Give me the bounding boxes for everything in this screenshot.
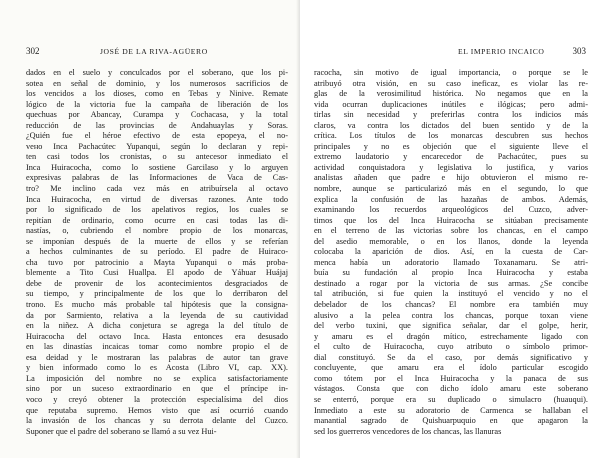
text-line: Inca Huiracocha, en virtud de diversas razones. Ante todo bbox=[26, 194, 288, 204]
left-page-number: 302 bbox=[26, 46, 40, 56]
text-line: La imposición del nombre no se explica satisfactoriamente bbox=[26, 373, 288, 383]
text-line: en el terreno de las victorias sobre los chancas, en el campo bbox=[314, 226, 588, 236]
text-line: sotea en señal de dominio, y los numerosos sacrificios de bbox=[26, 78, 288, 88]
text-line: Suponer que el padre del soberano se llamó a su vez Hui- bbox=[26, 426, 217, 436]
text-line: concluyente, que amaru era el ídolo particular escogido bbox=[314, 363, 588, 373]
text-line: y amaru es el dragón mítico, estrechamente ligado con bbox=[314, 331, 588, 341]
text-line: por lo significado de los apelativos regios, los cuales se bbox=[26, 205, 288, 215]
text-line: glas de la verosimilitud histórica. No negamos que en la bbox=[314, 89, 588, 99]
text-line: sino por un suceso extraordinario en que el príncipe in- bbox=[26, 384, 288, 394]
text-line: cha tuvo por patrocinio a Mayta Yupanqui o más proba- bbox=[26, 257, 288, 267]
right-page bbox=[300, 0, 600, 458]
text-line: timos que los del Inca Huiracocha se sitúaban precisamente bbox=[314, 215, 588, 225]
text-line: en las dinastías incaicas tomar como nombre propio el de bbox=[26, 342, 288, 352]
text-line: vено Inca Pachacútec Yupanqui, según lo declaran y repi- bbox=[26, 141, 288, 151]
text-line: nombre, aunque se particularizó más en el segundo, lo que bbox=[314, 184, 588, 194]
text-line: crítica. Los títulos de los monarcas descubren sus hechos bbox=[314, 131, 588, 141]
text-line: da por Sarmiento, relativa a la leyenda de su cautividad bbox=[26, 310, 288, 320]
left-running-head: JOSÉ DE LA RIVA-AGÜERO bbox=[100, 47, 208, 56]
text-line: racocha, sin motivo de igual importancia, o porque se le bbox=[314, 68, 588, 77]
text-line: nastías, o, cubriendo el nombre propio de los monarcas, bbox=[26, 226, 288, 236]
text-line: extremo laudatorio y encarecedor de Pachacútec, pues su bbox=[314, 152, 588, 162]
text-line: ¿Quién fue el héroe efectivo de esta epopeya, el no- bbox=[26, 131, 288, 141]
text-line: analistas añaden que padre e hijo obtuvieron el mismo re- bbox=[314, 173, 588, 183]
text-line: como tótem por el Inca Huiracocha y la panaca de sus bbox=[314, 373, 588, 383]
text-line: ten casi todos los cronistas, o su antecesor inmediato el bbox=[26, 152, 288, 162]
text-line: su tiempo, y principalmente de los que lo derribaron del bbox=[26, 289, 288, 299]
text-line: voco y creyó obtener la protección especialísima del dios bbox=[26, 394, 288, 404]
text-line: que reputaba supremo. Hemos visto que así ocurrió cuando bbox=[26, 405, 288, 415]
right-page-number: 303 bbox=[572, 46, 586, 56]
text-line: dados en el suelo y conculcados por el soberano, que los pi- bbox=[26, 68, 288, 77]
text-line: explica la confusión de las hazañas de ambos. Además, bbox=[314, 194, 588, 204]
text-line: tro? Me inclino cada vez más en atribuírsela al octavo bbox=[26, 184, 288, 194]
text-line: vida ocurran duplicaciones inútiles e ilógicas; pero admi- bbox=[314, 99, 588, 109]
text-line: menca había un adoratorio llamado Toxanamaru. Se atri- bbox=[314, 257, 588, 267]
text-line: examinando los recuerdos arqueológicos del Cuzco, adver- bbox=[314, 205, 588, 215]
text-line: los vencidos a los dioses, como en Tebas y Ninive. Remate bbox=[26, 89, 288, 99]
text-line: alusivo a la pelea contra los chancas, porque toxan viene bbox=[314, 310, 588, 320]
text-line: sed los guerreros vencedores de los chancas, las llanuras bbox=[314, 426, 502, 436]
text-line: vástagos. Consta que con dicho ídolo amaru este soberano bbox=[314, 384, 588, 394]
text-line: a hechos culminantes de su período. El padre de Huiraco- bbox=[26, 247, 288, 257]
text-line: atribuyó otra visión, en su caso ineficaz, es violar las re- bbox=[314, 78, 588, 88]
text-line: en la niñez. A dicha conjetura se agrega la del título de bbox=[26, 321, 288, 331]
text-line: claros, va contra los dictados del buen sentido y de la bbox=[314, 120, 588, 130]
text-line: debe de provenir de los acontecimientos desgraciados de bbox=[26, 278, 288, 288]
text-line: tirlas sin necesidad y preferirlas contra los indicios más bbox=[314, 110, 588, 120]
text-line: blemente a Tito Cusi Huallpa. El apodo de Yáhuar Huájaj bbox=[26, 268, 288, 278]
text-line: quechuas por Abancay, Curampa y Cochacasa, y la total bbox=[26, 110, 288, 120]
text-line: Huiracocha del octavo Inca. Hasta entonces era desusado bbox=[26, 331, 288, 341]
text-line: reducción de las provincias de Andahuaylas y Soras. bbox=[26, 120, 288, 130]
text-line: Inmediato a este su adoratorio de Carmenca se hallaban el bbox=[314, 405, 588, 415]
text-line: trono. Es mucho más probable tal hipótesis que la consigna- bbox=[26, 300, 288, 310]
text-line: y bien informado como lo es Acosta (Libro VI, cap. XX). bbox=[26, 363, 288, 373]
text-line: principales y no es objeción que el siguiente lleve el bbox=[314, 141, 588, 151]
text-line: repitían de ordinario, como ocurre en casi todas las di- bbox=[26, 215, 288, 225]
text-line: del asedio memorable, o en los llanos, donde la leyenda bbox=[314, 236, 588, 246]
text-line: colocaba la aparición de dios. Así, en la cuesta de Car- bbox=[314, 247, 588, 257]
text-line: destinado a rogar por la victoria de sus armas. ¿Se concibe bbox=[314, 278, 588, 288]
text-line: manantial sagrado de Quishuarpuquio en que apagaron la bbox=[314, 416, 588, 426]
left-page-text bbox=[26, 68, 288, 437]
right-page-text bbox=[314, 68, 588, 437]
text-line: el culto de Huiracocha, cuyo atributo o símbolo primor- bbox=[314, 342, 588, 352]
text-line: Inca Huiracocha, como lo sostiene Garcilaso y lo arguyen bbox=[26, 162, 288, 172]
text-line: tal atribución, si fue quien la instituyó el vencido y no el bbox=[314, 289, 588, 299]
text-line: del verbo tuxini, que significa señalar, dar el golpe, herir, bbox=[314, 321, 588, 331]
text-line: debelador de los chancas? El nombre era también muy bbox=[314, 300, 588, 310]
text-line: esa deidad y le mostraran las palabras de autor tan grave bbox=[26, 352, 288, 362]
right-running-head: EL IMPERIO INCAICO bbox=[458, 47, 545, 56]
text-line: expresivas palabras de las Informaciones de Vaca de Cas- bbox=[26, 173, 288, 183]
text-line: lógico de la victoria fue la campaña de liberación de los bbox=[26, 99, 288, 109]
text-line: se enterró, porque era su duplicado o simulacro (huauqui). bbox=[314, 394, 588, 404]
text-line: la invasión de los chancas y su derrota delante del Cuzco. bbox=[26, 416, 288, 426]
text-line: dial constituyó. Se da el caso, por demás significativo y bbox=[314, 352, 588, 362]
text-line: actividad conquistadora y legislativa lo justifica, y varios bbox=[314, 162, 588, 172]
text-line: se imponían después de la muerte de ellos y se referían bbox=[26, 236, 288, 246]
text-line: buía su fundación al propio Inca Huiracocha y estaba bbox=[314, 268, 588, 278]
